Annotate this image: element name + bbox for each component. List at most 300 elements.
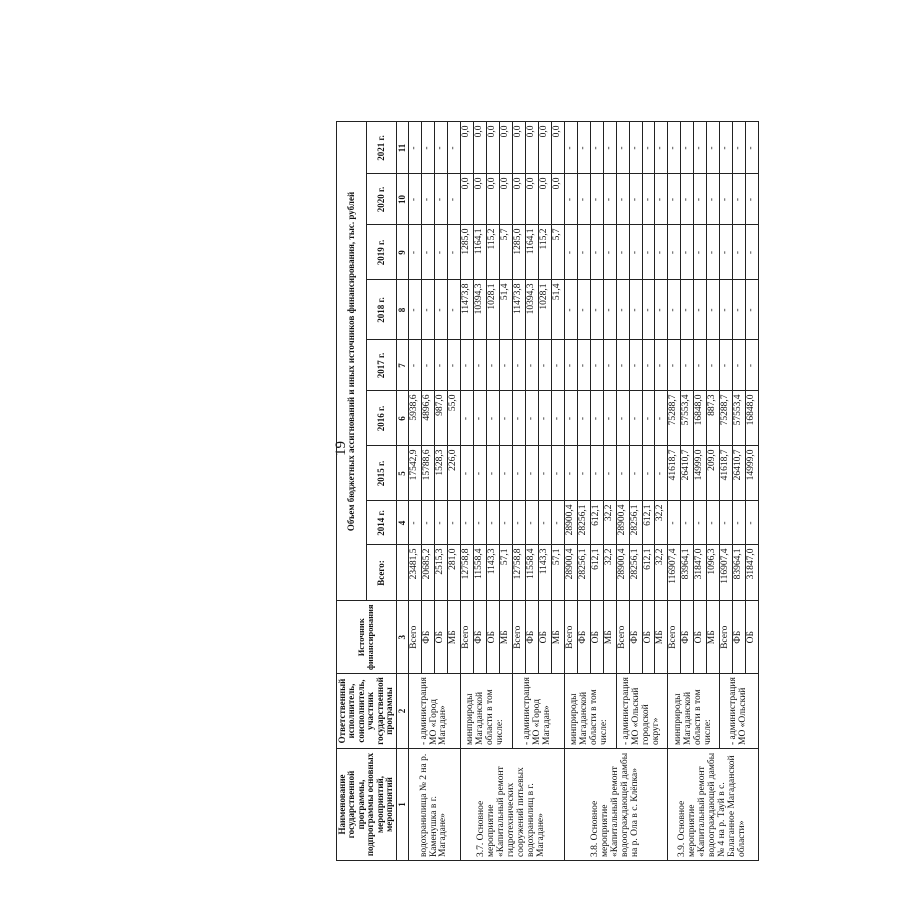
value-cell: - — [629, 174, 642, 225]
value-cell: - — [616, 280, 629, 340]
value-cell: - — [422, 280, 435, 340]
value-cell: 1528,3 — [435, 446, 448, 501]
value-cell: - — [577, 225, 590, 280]
value-cell: - — [577, 391, 590, 446]
value-cell: - — [551, 501, 564, 545]
value-cell: - — [746, 340, 759, 391]
value-cell: - — [603, 391, 616, 446]
value-cell: 11473,8 — [460, 280, 473, 340]
value-cell: 1285,0 — [512, 225, 525, 280]
value-cell: - — [707, 174, 720, 225]
value-cell: 612,1 — [590, 501, 603, 545]
column-number: 2 — [396, 674, 408, 749]
value-cell: - — [447, 122, 460, 174]
value-cell: - — [499, 340, 512, 391]
value-cell: - — [655, 122, 668, 174]
program-name-cell: 3.9. Основное мероприятие «Капитальный ремонт водоограждающей дамбы № 4 на р. Тауй в с. Балаганное Магаданской области» — [668, 749, 759, 861]
value-cell: 115,2 — [486, 225, 499, 280]
value-cell: - — [616, 340, 629, 391]
header-year: 2016 г. — [366, 391, 396, 446]
value-cell: - — [707, 340, 720, 391]
value-cell: - — [616, 446, 629, 501]
value-cell: - — [473, 391, 486, 446]
value-cell: - — [629, 340, 642, 391]
value-cell: 28900,4 — [616, 545, 629, 601]
value-cell: 31847,0 — [694, 545, 707, 601]
value-cell: - — [512, 446, 525, 501]
value-cell: - — [422, 122, 435, 174]
value-cell: - — [551, 391, 564, 446]
value-cell: 2515,3 — [435, 545, 448, 601]
value-cell: - — [746, 174, 759, 225]
value-cell: - — [655, 280, 668, 340]
value-cell: - — [564, 225, 577, 280]
header-year: 2014 г. — [366, 501, 396, 545]
value-cell: - — [668, 225, 681, 280]
value-cell: - — [590, 174, 603, 225]
value-cell: - — [551, 446, 564, 501]
value-cell: 75288,7 — [720, 391, 733, 446]
source-cell: Всего — [409, 601, 422, 674]
page-number: 19 — [333, 441, 349, 456]
value-cell: - — [629, 225, 642, 280]
value-cell: 32,2 — [603, 545, 616, 601]
value-cell: - — [655, 340, 668, 391]
value-cell: 26410,7 — [681, 446, 694, 501]
value-cell: - — [707, 225, 720, 280]
value-cell: - — [525, 446, 538, 501]
source-cell: ОБ — [746, 601, 759, 674]
responsible-cell: - администрация МО «Город Магадан» — [409, 674, 461, 749]
value-cell: - — [733, 225, 746, 280]
value-cell: 0,0 — [460, 174, 473, 225]
value-cell: - — [499, 446, 512, 501]
value-cell: - — [564, 280, 577, 340]
value-cell: 1164,1 — [473, 225, 486, 280]
value-cell: - — [681, 174, 694, 225]
value-cell: - — [590, 446, 603, 501]
value-cell: 28900,4 — [564, 545, 577, 601]
source-cell: МБ — [551, 601, 564, 674]
value-cell: - — [694, 340, 707, 391]
value-cell: - — [590, 280, 603, 340]
value-cell: - — [616, 391, 629, 446]
value-cell: 0,0 — [460, 122, 473, 174]
value-cell: - — [603, 174, 616, 225]
value-cell: 1028,1 — [538, 280, 551, 340]
source-cell: ОБ — [486, 601, 499, 674]
value-cell: - — [486, 446, 499, 501]
funding-table — [336, 122, 759, 862]
value-cell: - — [499, 391, 512, 446]
value-cell: - — [668, 501, 681, 545]
value-cell: - — [422, 225, 435, 280]
header-year: 2021 г. — [366, 122, 396, 174]
value-cell: 12758,8 — [460, 545, 473, 601]
source-cell: МБ — [447, 601, 460, 674]
header-total: Всего: — [366, 545, 396, 601]
value-cell: - — [655, 391, 668, 446]
value-cell: - — [486, 391, 499, 446]
source-cell: ФБ — [733, 601, 746, 674]
column-number: 10 — [396, 174, 408, 225]
column-number: 5 — [396, 446, 408, 501]
value-cell: 116907,4 — [668, 545, 681, 601]
value-cell: 12758,8 — [512, 545, 525, 601]
value-cell: - — [447, 501, 460, 545]
value-cell: - — [564, 174, 577, 225]
responsible-cell: - администрация МО «Ольский — [720, 674, 759, 749]
value-cell: - — [590, 391, 603, 446]
value-cell: - — [603, 122, 616, 174]
value-cell: - — [746, 225, 759, 280]
value-cell: - — [409, 340, 422, 391]
value-cell: - — [720, 280, 733, 340]
value-cell: - — [694, 174, 707, 225]
value-cell: 32,2 — [603, 501, 616, 545]
value-cell: - — [642, 391, 655, 446]
source-cell: Всего — [564, 601, 577, 674]
value-cell: - — [473, 446, 486, 501]
value-cell: - — [564, 122, 577, 174]
value-cell: 11558,4 — [525, 545, 538, 601]
header-source: Источник финансирования — [337, 601, 397, 674]
table-body — [409, 122, 759, 861]
value-cell: - — [603, 340, 616, 391]
value-cell: - — [668, 122, 681, 174]
value-cell: - — [720, 340, 733, 391]
value-cell: - — [694, 225, 707, 280]
value-cell: 1285,0 — [460, 225, 473, 280]
header-year: 2019 г. — [366, 225, 396, 280]
value-cell: - — [409, 225, 422, 280]
value-cell: 57553,4 — [733, 391, 746, 446]
source-cell: Всего — [460, 601, 473, 674]
header-year: 2017 г. — [366, 340, 396, 391]
value-cell: 10394,3 — [473, 280, 486, 340]
value-cell: 57,1 — [551, 545, 564, 601]
value-cell: 31847,0 — [746, 545, 759, 601]
value-cell: 612,1 — [642, 545, 655, 601]
value-cell: - — [694, 280, 707, 340]
value-cell: - — [616, 122, 629, 174]
value-cell: - — [629, 280, 642, 340]
responsible-cell: минприроды Магаданской области в том числе: — [564, 674, 616, 749]
value-cell: - — [435, 122, 448, 174]
source-cell: ОБ — [642, 601, 655, 674]
value-cell: 41618,7 — [720, 446, 733, 501]
value-cell: - — [694, 122, 707, 174]
header-row-1 — [337, 122, 367, 861]
source-cell: ФБ — [681, 601, 694, 674]
value-cell: 32,2 — [655, 545, 668, 601]
value-cell: - — [409, 280, 422, 340]
source-cell: Всего — [616, 601, 629, 674]
value-cell: - — [733, 280, 746, 340]
value-cell: - — [746, 280, 759, 340]
source-cell: ФБ — [629, 601, 642, 674]
column-number: 11 — [396, 122, 408, 174]
source-cell: ФБ — [422, 601, 435, 674]
value-cell: - — [577, 174, 590, 225]
value-cell: - — [746, 122, 759, 174]
header-year: 2018 г. — [366, 280, 396, 340]
header-year: 2015 г. — [366, 446, 396, 501]
value-cell: - — [681, 225, 694, 280]
value-cell: 51,4 — [499, 280, 512, 340]
value-cell: - — [577, 280, 590, 340]
value-cell: 116907,4 — [720, 545, 733, 601]
header-program-name: Наименование государственной программы, подпрограммы основных мероприятий, мероприятий — [337, 749, 397, 861]
value-cell: - — [422, 501, 435, 545]
value-cell: - — [616, 225, 629, 280]
value-cell: - — [512, 391, 525, 446]
value-cell: 28900,4 — [616, 501, 629, 545]
value-cell: 1143,3 — [486, 545, 499, 601]
value-cell: - — [435, 225, 448, 280]
column-number: 6 — [396, 391, 408, 446]
value-cell: 26410,7 — [733, 446, 746, 501]
value-cell: - — [642, 280, 655, 340]
value-cell: 612,1 — [590, 545, 603, 601]
value-cell: - — [720, 225, 733, 280]
value-cell: 0,0 — [473, 122, 486, 174]
value-cell: - — [538, 501, 551, 545]
value-cell: 28900,4 — [564, 501, 577, 545]
value-cell: 5938,6 — [409, 391, 422, 446]
source-cell: Всего — [720, 601, 733, 674]
value-cell: 0,0 — [512, 174, 525, 225]
table-row — [564, 122, 577, 861]
value-cell: - — [642, 122, 655, 174]
value-cell: - — [577, 446, 590, 501]
value-cell: - — [590, 225, 603, 280]
source-cell: ФБ — [473, 601, 486, 674]
value-cell: - — [422, 174, 435, 225]
value-cell: - — [603, 280, 616, 340]
value-cell: - — [642, 340, 655, 391]
value-cell: - — [422, 340, 435, 391]
value-cell: - — [409, 174, 422, 225]
value-cell: - — [707, 122, 720, 174]
value-cell: 16848,0 — [746, 391, 759, 446]
value-cell: - — [525, 391, 538, 446]
value-cell: 5,7 — [499, 225, 512, 280]
value-cell: 0,0 — [538, 174, 551, 225]
value-cell: - — [642, 225, 655, 280]
program-name-cell: 3.8. Основное мероприятие «Капитальный ремонт водоограждающей дамбы на р. Ола в с. Клёпка» — [564, 749, 668, 861]
value-cell: - — [590, 340, 603, 391]
source-cell: МБ — [499, 601, 512, 674]
value-cell: 41618,7 — [668, 446, 681, 501]
source-cell: ОБ — [694, 601, 707, 674]
value-cell: - — [629, 391, 642, 446]
value-cell: - — [733, 501, 746, 545]
source-cell: Всего — [512, 601, 525, 674]
value-cell: 1143,3 — [538, 545, 551, 601]
value-cell: 17542,9 — [409, 446, 422, 501]
responsible-cell: минприроды Магаданской области в том числе: — [460, 674, 512, 749]
value-cell: 14999,0 — [694, 446, 707, 501]
value-cell: 0,0 — [525, 174, 538, 225]
value-cell: - — [473, 501, 486, 545]
value-cell: 83964,1 — [733, 545, 746, 601]
value-cell: - — [409, 122, 422, 174]
value-cell: - — [435, 174, 448, 225]
value-cell: - — [460, 446, 473, 501]
value-cell: 0,0 — [538, 122, 551, 174]
value-cell: 0,0 — [525, 122, 538, 174]
value-cell: - — [720, 174, 733, 225]
value-cell: 0,0 — [551, 174, 564, 225]
value-cell: - — [694, 501, 707, 545]
value-cell: - — [447, 280, 460, 340]
value-cell: 0,0 — [499, 122, 512, 174]
value-cell: 23481,5 — [409, 545, 422, 601]
value-cell: - — [486, 501, 499, 545]
source-cell: ФБ — [577, 601, 590, 674]
value-cell: - — [460, 501, 473, 545]
value-cell: - — [551, 340, 564, 391]
value-cell: - — [603, 446, 616, 501]
value-cell: - — [707, 501, 720, 545]
value-cell: - — [538, 391, 551, 446]
value-cell: - — [681, 280, 694, 340]
value-cell: - — [499, 501, 512, 545]
value-cell: 0,0 — [486, 122, 499, 174]
value-cell: - — [512, 501, 525, 545]
value-cell: - — [668, 340, 681, 391]
value-cell: 612,1 — [642, 501, 655, 545]
column-number: 3 — [396, 601, 408, 674]
value-cell: 51,4 — [551, 280, 564, 340]
responsible-cell: - администрация МО «Город Магадан» — [512, 674, 564, 749]
value-cell: - — [746, 501, 759, 545]
source-cell: МБ — [655, 601, 668, 674]
value-cell: 14999,0 — [746, 446, 759, 501]
value-cell: - — [668, 174, 681, 225]
value-cell: - — [538, 340, 551, 391]
value-cell: 15788,6 — [422, 446, 435, 501]
value-cell: - — [590, 122, 603, 174]
value-cell: - — [473, 340, 486, 391]
value-cell: - — [447, 174, 460, 225]
table-row — [460, 122, 473, 861]
value-cell: 55,0 — [447, 391, 460, 446]
value-cell: - — [642, 174, 655, 225]
column-number: 7 — [396, 340, 408, 391]
value-cell: - — [525, 501, 538, 545]
value-cell: - — [733, 340, 746, 391]
table-row — [409, 122, 422, 861]
value-cell: 1164,1 — [525, 225, 538, 280]
value-cell: - — [681, 340, 694, 391]
value-cell: 0,0 — [499, 174, 512, 225]
column-number: 1 — [396, 749, 408, 861]
source-cell: ОБ — [590, 601, 603, 674]
value-cell: - — [655, 174, 668, 225]
value-cell: 57,1 — [499, 545, 512, 601]
value-cell: - — [577, 340, 590, 391]
value-cell: - — [486, 340, 499, 391]
column-number: 8 — [396, 280, 408, 340]
value-cell: 75288,7 — [668, 391, 681, 446]
value-cell: 28256,1 — [577, 501, 590, 545]
value-cell: - — [668, 280, 681, 340]
value-cell: - — [564, 340, 577, 391]
value-cell: 0,0 — [551, 122, 564, 174]
source-cell: Всего — [668, 601, 681, 674]
value-cell: - — [525, 340, 538, 391]
source-cell: ОБ — [435, 601, 448, 674]
value-cell: 0,0 — [473, 174, 486, 225]
value-cell: - — [681, 122, 694, 174]
value-cell: - — [733, 174, 746, 225]
value-cell: 226,0 — [447, 446, 460, 501]
column-number: 9 — [396, 225, 408, 280]
value-cell: - — [577, 122, 590, 174]
value-cell: - — [603, 225, 616, 280]
value-cell: - — [409, 501, 422, 545]
value-cell: - — [538, 446, 551, 501]
value-cell: - — [655, 446, 668, 501]
value-cell: 11558,4 — [473, 545, 486, 601]
program-name-cell: водохранилища № 2 на р. Каменушка в г. Магадане» — [409, 749, 461, 861]
value-cell: - — [629, 446, 642, 501]
value-cell: - — [447, 225, 460, 280]
value-cell: - — [460, 340, 473, 391]
value-cell: 11473,8 — [512, 280, 525, 340]
source-cell: ФБ — [525, 601, 538, 674]
source-cell: МБ — [707, 601, 720, 674]
value-cell: - — [707, 280, 720, 340]
column-number-row — [396, 122, 408, 861]
value-cell: - — [655, 225, 668, 280]
value-cell: - — [435, 280, 448, 340]
responsible-cell: - администрация МО «Ольский городской округ» — [616, 674, 668, 749]
header-year: 2020 г. — [366, 174, 396, 225]
value-cell: - — [460, 391, 473, 446]
value-cell: 28256,1 — [629, 501, 642, 545]
value-cell: 28256,1 — [629, 545, 642, 601]
value-cell: 83964,1 — [681, 545, 694, 601]
value-cell: 0,0 — [486, 174, 499, 225]
value-cell: 10394,3 — [525, 280, 538, 340]
value-cell: 4896,6 — [422, 391, 435, 446]
responsible-cell: минприроды Магаданской области в том числе: — [668, 674, 720, 749]
value-cell: 1028,1 — [486, 280, 499, 340]
value-cell: - — [447, 340, 460, 391]
source-cell: МБ — [603, 601, 616, 674]
header-funding-title: Объем бюджетных ассигнований и иных источников финансирования, тыс. рублей — [337, 122, 367, 601]
value-cell: 28256,1 — [577, 545, 590, 601]
value-cell: 5,7 — [551, 225, 564, 280]
source-cell: ОБ — [538, 601, 551, 674]
value-cell: - — [642, 446, 655, 501]
value-cell: - — [681, 501, 694, 545]
value-cell: 32,2 — [655, 501, 668, 545]
program-name-cell: 3.7. Основное мероприятие «Капитальный ремонт гидротехнических сооружений питьевых водохранилищ в г. Магадане» — [460, 749, 564, 861]
value-cell: 16848,0 — [694, 391, 707, 446]
value-cell: 887,3 — [707, 391, 720, 446]
value-cell: 209,0 — [707, 446, 720, 501]
value-cell: 281,0 — [447, 545, 460, 601]
value-cell: 987,0 — [435, 391, 448, 446]
value-cell: - — [720, 501, 733, 545]
value-cell: 1096,3 — [707, 545, 720, 601]
column-number — [396, 545, 408, 601]
value-cell: - — [435, 340, 448, 391]
